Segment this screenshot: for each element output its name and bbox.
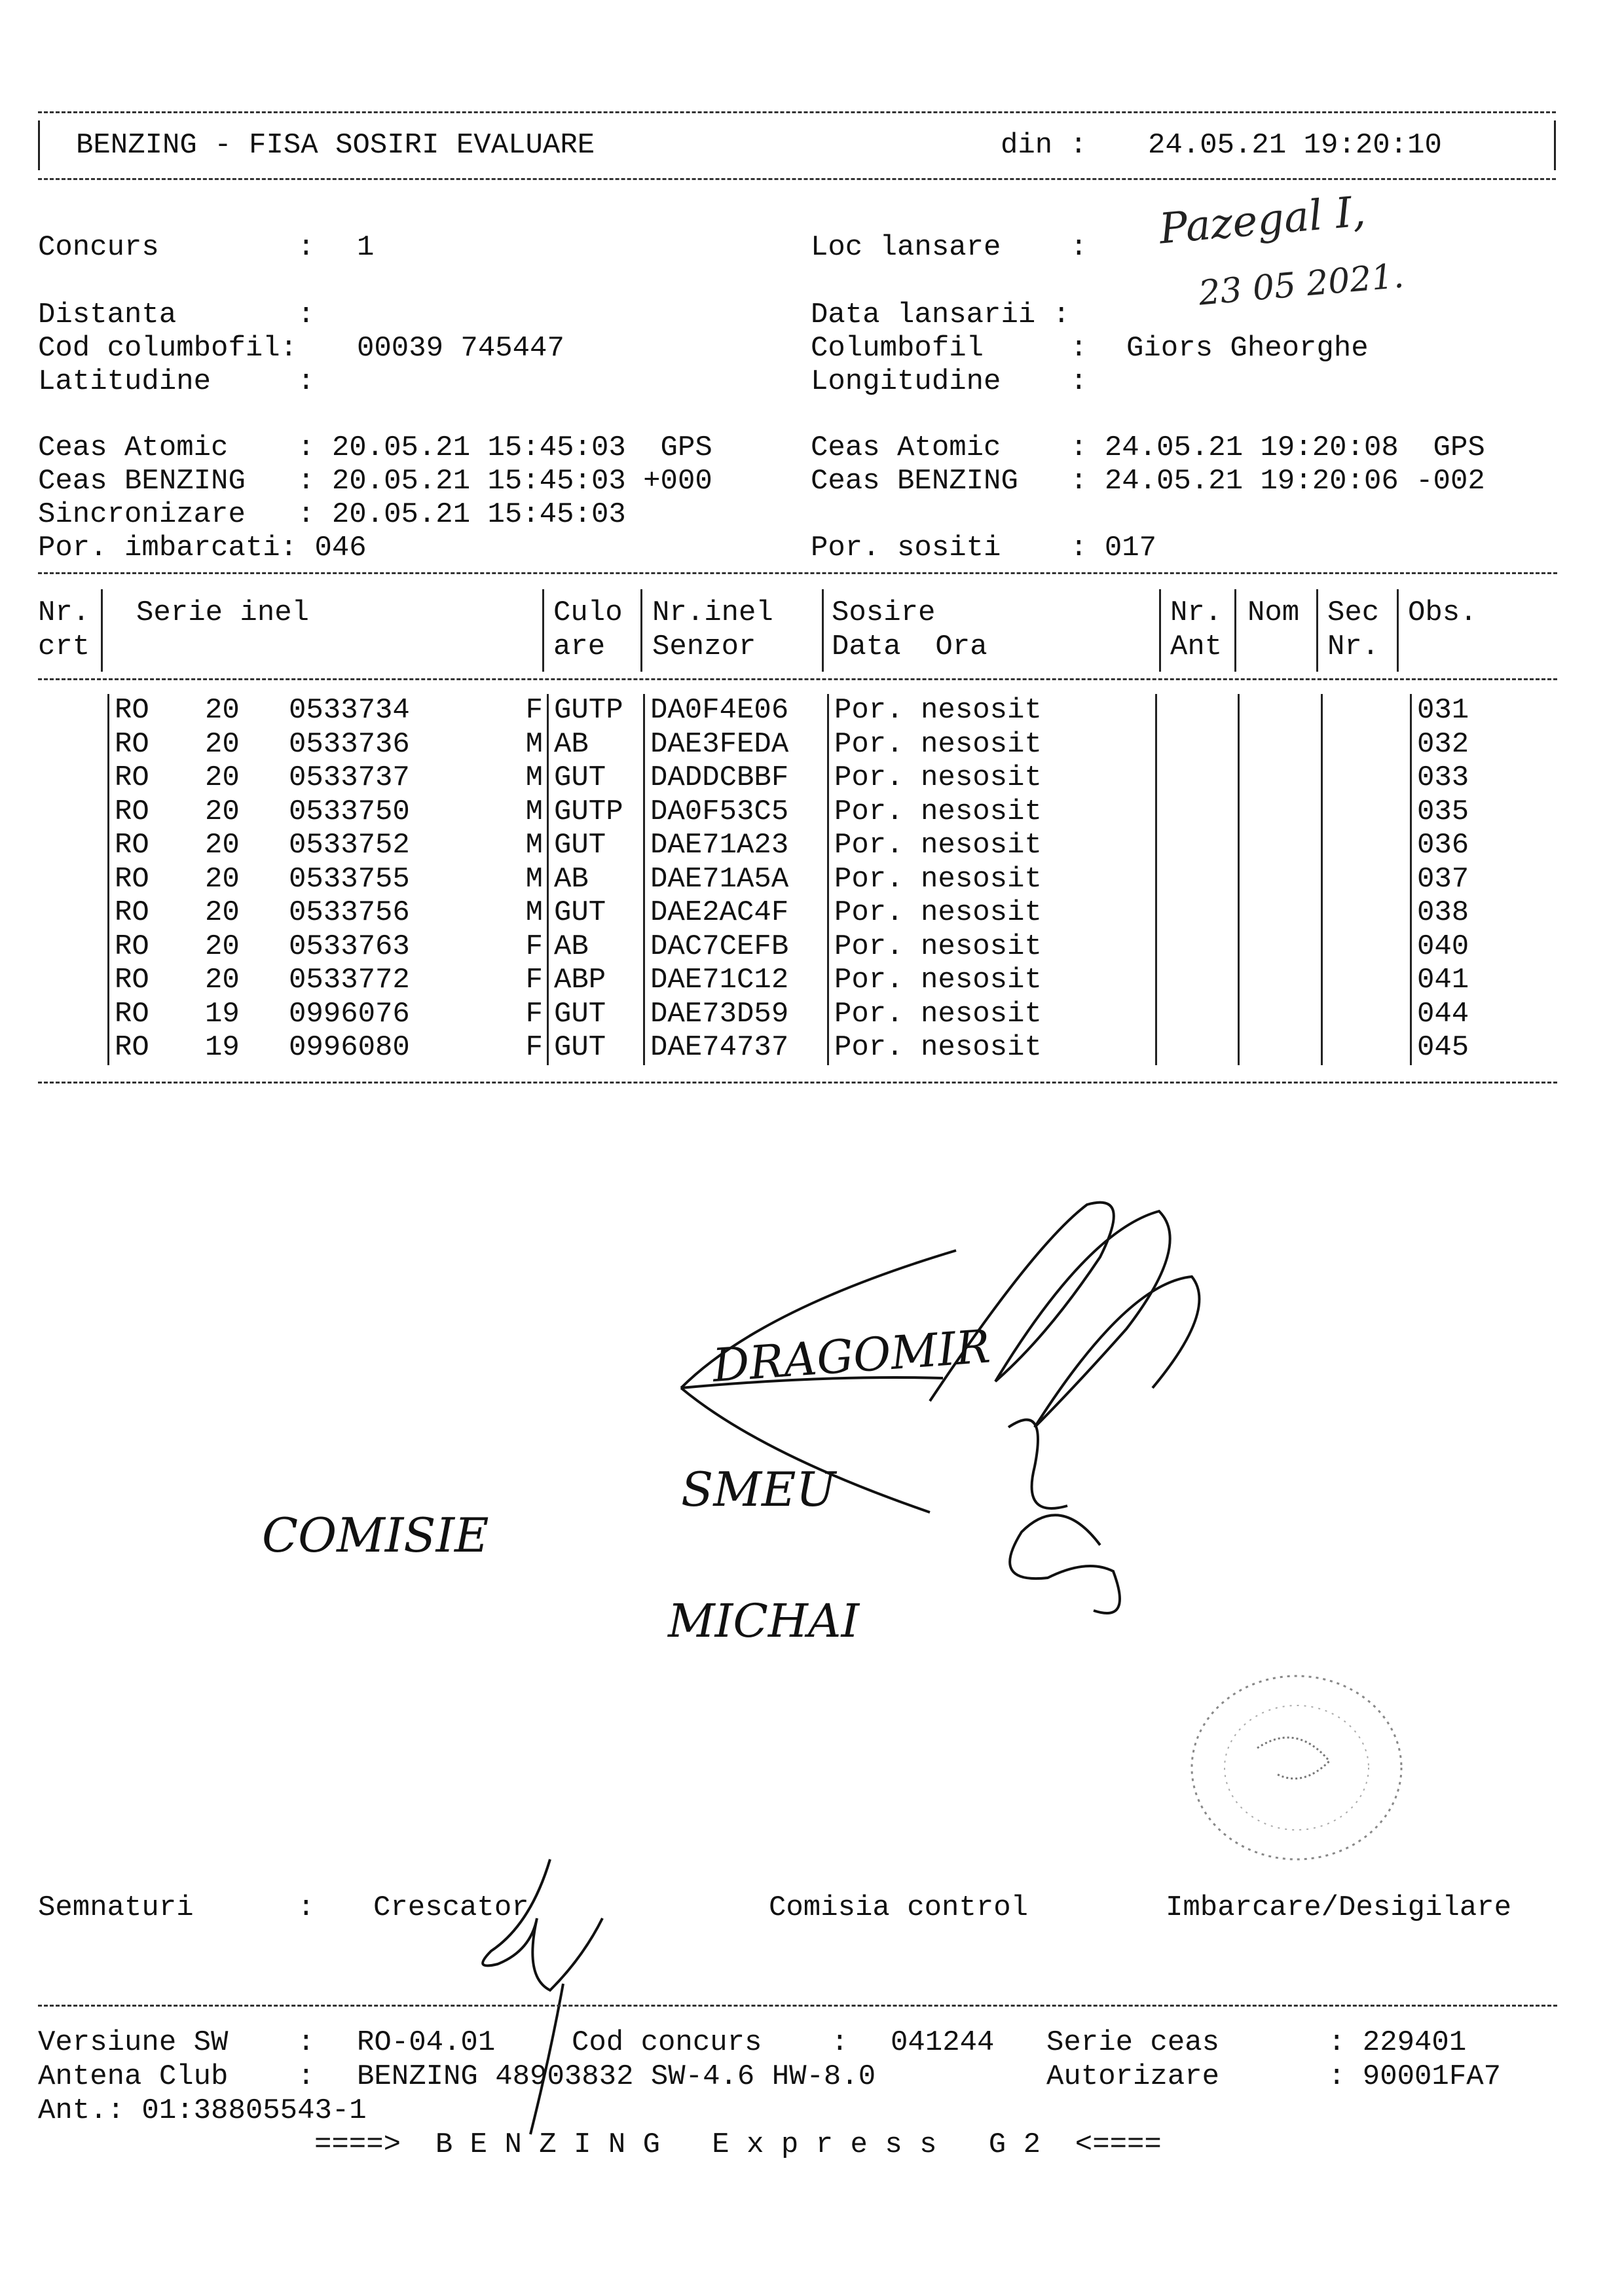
- cell-empty: [38, 998, 109, 1032]
- cell-empty: [1156, 998, 1239, 1032]
- loc-lansare-label: Loc lansare :: [811, 231, 1088, 264]
- cell-arrival-status: Por. nesosit: [828, 930, 1156, 964]
- col-sep: [1316, 589, 1318, 672]
- cell-empty: [38, 694, 109, 728]
- header-bottom-border: [38, 178, 1556, 180]
- cell-empty: [1156, 728, 1239, 762]
- col-sep: [1234, 589, 1236, 672]
- header-box: [38, 111, 1556, 180]
- cell-ring-year: 20: [205, 694, 240, 727]
- cell-ring-number: 0533737: [289, 761, 410, 795]
- table-row: [38, 896, 1561, 930]
- cell-ring-country: RO: [109, 795, 200, 829]
- cell-sensor-id: DA0F4E06: [644, 694, 828, 728]
- col-header-crt: crt: [38, 630, 90, 663]
- cell-empty: [1239, 964, 1322, 998]
- ant-line: Ant.: 01:38805543-1: [38, 2094, 367, 2127]
- cell-empty: [1239, 1031, 1322, 1065]
- cell-empty: [1239, 896, 1322, 930]
- cell-color: GUT: [548, 1031, 644, 1065]
- commission-handwriting-svg: [262, 1165, 1310, 1755]
- cell-sensor-id: DAE73D59: [644, 998, 828, 1032]
- cell-obs: 037: [1411, 863, 1562, 897]
- cell-obs: 041: [1411, 964, 1562, 998]
- longitudine-label: Longitudine :: [811, 365, 1088, 398]
- table-row: [38, 998, 1561, 1032]
- table-row: [38, 761, 1561, 795]
- table-row: [38, 1031, 1561, 1065]
- col-header-culoare-1: Culo: [553, 596, 623, 629]
- col-header-data-ora: Data Ora: [832, 630, 987, 663]
- table-row: [38, 728, 1561, 762]
- cell-obs: 040: [1411, 930, 1562, 964]
- col-sep: [640, 589, 642, 672]
- cell-ring-year: 19: [205, 997, 240, 1030]
- col-header-nom: Nom: [1247, 596, 1300, 629]
- header-top-border: [38, 111, 1556, 113]
- cod-columbofil-label: Cod columbofil:: [38, 332, 298, 365]
- cell-empty: [1322, 1031, 1411, 1065]
- arrivals-table: [38, 694, 1561, 1065]
- cell-ring-country: RO: [109, 863, 200, 897]
- cell-ring-country: RO: [109, 1031, 200, 1065]
- cell-sex: M: [525, 862, 543, 896]
- cell-color: GUTP: [548, 795, 644, 829]
- cell-ring-country: RO: [109, 694, 200, 728]
- stamp-seal: [1179, 1663, 1414, 1872]
- cell-sex: F: [525, 930, 543, 963]
- cell-ring-country: RO: [109, 829, 200, 863]
- table-top-border: [38, 572, 1557, 574]
- cell-ring-country: RO: [109, 998, 200, 1032]
- col-header-nr: Nr.: [38, 596, 90, 629]
- col-header-sec-nr: Nr.: [1327, 630, 1380, 663]
- cell-empty: [38, 1031, 109, 1065]
- cell-ring-country: RO: [109, 728, 200, 762]
- cell-color: AB: [548, 930, 644, 964]
- cell-obs: 033: [1411, 761, 1562, 795]
- comisia-control-label: Comisia control: [769, 1891, 1029, 1924]
- col-header-serie-inel: Serie inel: [136, 596, 310, 629]
- cell-color: AB: [548, 728, 644, 762]
- col-sep: [1159, 589, 1161, 672]
- cell-empty: [1239, 930, 1322, 964]
- crescator-label: Crescator: [373, 1891, 529, 1924]
- ceas-atomic-end: Ceas Atomic : 24.05.21 19:20:08 GPS: [811, 431, 1485, 464]
- cell-empty: [1156, 694, 1239, 728]
- cell-empty: [38, 761, 109, 795]
- cell-empty: [1239, 728, 1322, 762]
- cell-empty: [1156, 863, 1239, 897]
- cell-sensor-id: DAE71A23: [644, 829, 828, 863]
- cell-empty: [1156, 1031, 1239, 1065]
- cell-color: GUTP: [548, 694, 644, 728]
- distanta-label: Distanta :: [38, 299, 315, 331]
- cell-ring-year: 20: [205, 795, 240, 828]
- cell-arrival-status: Por. nesosit: [828, 998, 1156, 1032]
- cell-obs: 031: [1411, 694, 1562, 728]
- cell-empty: [1239, 694, 1322, 728]
- comisie-text: COMISIE: [262, 1508, 489, 1563]
- table-row: [38, 795, 1561, 829]
- cell-empty: [1156, 930, 1239, 964]
- autorizare-value: : 90001FA7: [1328, 2060, 1502, 2093]
- cell-color: ABP: [548, 964, 644, 998]
- cell-ring-number: 0533756: [289, 896, 410, 930]
- col-sep: [101, 589, 103, 672]
- cell-empty: [1322, 728, 1411, 762]
- col-header-ant: Ant: [1170, 630, 1223, 663]
- cell-arrival-status: Por. nesosit: [828, 829, 1156, 863]
- cell-sensor-id: DAE2AC4F: [644, 896, 828, 930]
- cell-sex: M: [525, 896, 543, 930]
- commission-name-1: DRAGOMIR: [710, 1319, 992, 1393]
- cell-ring-number: 0533736: [289, 727, 410, 761]
- document-title: BENZING - FISA SOSIRI EVALUARE: [76, 129, 595, 162]
- cell-arrival-status: Por. nesosit: [828, 964, 1156, 998]
- cell-empty: [38, 728, 109, 762]
- semnaturi-label: Semnaturi :: [38, 1891, 315, 1924]
- cell-ring-year: 20: [205, 964, 240, 997]
- cell-arrival-status: Por. nesosit: [828, 863, 1156, 897]
- ceas-atomic-start: Ceas Atomic : 20.05.21 15:45:03 GPS: [38, 431, 712, 464]
- cell-arrival-status: Por. nesosit: [828, 761, 1156, 795]
- columbofil-value: Giors Gheorghe: [1126, 332, 1369, 365]
- col-sep: [822, 589, 824, 672]
- cell-empty: [1239, 795, 1322, 829]
- table-row: [38, 694, 1561, 728]
- cell-sensor-id: DAC7CEFB: [644, 930, 828, 964]
- report-datetime: 24.05.21 19:20:10: [1148, 129, 1442, 162]
- col-header-culoare-2: are: [553, 630, 606, 663]
- ceas-benzing-end: Ceas BENZING : 24.05.21 19:20:06 -002: [811, 465, 1485, 498]
- cell-empty: [1239, 829, 1322, 863]
- cell-empty: [1239, 863, 1322, 897]
- cell-ring-number: 0533750: [289, 795, 410, 828]
- launch-date-handwritten: 23 05 2021.: [1196, 256, 1406, 314]
- cell-empty: [1322, 896, 1411, 930]
- cell-empty: [1322, 964, 1411, 998]
- cell-sensor-id: DA0F53C5: [644, 795, 828, 829]
- loc-lansare-handwritten: Pazegal I,: [1157, 187, 1368, 254]
- cell-color: GUT: [548, 998, 644, 1032]
- cell-sex: F: [525, 964, 543, 997]
- cod-concurs-value: 041244: [891, 2026, 995, 2059]
- serie-ceas-value: : 229401: [1328, 2026, 1467, 2059]
- concurs-value: 1: [357, 231, 375, 264]
- cell-color: GUT: [548, 829, 644, 863]
- cell-empty: [38, 863, 109, 897]
- data-lansarii-label: Data lansarii :: [811, 299, 1071, 331]
- cell-ring-year: 20: [205, 727, 240, 761]
- signature-scribble: [1008, 1420, 1067, 1508]
- cell-sensor-id: DAE71C12: [644, 964, 828, 998]
- cell-empty: [38, 795, 109, 829]
- cell-empty: [1156, 829, 1239, 863]
- col-header-sosire: Sosire: [832, 596, 936, 629]
- table-row: [38, 930, 1561, 964]
- signature-scribble: [930, 1203, 1199, 1427]
- porumbei-sositi: Por. sositi : 017: [811, 532, 1157, 564]
- latitudine-label: Latitudine :: [38, 365, 315, 398]
- cell-empty: [38, 896, 109, 930]
- cell-empty: [1156, 964, 1239, 998]
- col-sep: [1397, 589, 1399, 672]
- cell-empty: [38, 964, 109, 998]
- cell-empty: [1156, 795, 1239, 829]
- cell-empty: [1156, 896, 1239, 930]
- cell-empty: [1322, 795, 1411, 829]
- table-row: [38, 863, 1561, 897]
- autorizare-label: Autorizare: [1046, 2060, 1220, 2093]
- cell-ring-country: RO: [109, 964, 200, 998]
- cell-empty: [1156, 761, 1239, 795]
- cell-empty: [38, 930, 109, 964]
- cell-sensor-id: DAE74737: [644, 1031, 828, 1065]
- signature-scribble: [1010, 1515, 1120, 1613]
- cell-arrival-status: Por. nesosit: [828, 896, 1156, 930]
- cell-sex: F: [525, 694, 543, 727]
- imbarcare-label: Imbarcare/Desigilare: [1166, 1891, 1512, 1924]
- cell-sensor-id: DADDCBBF: [644, 761, 828, 795]
- cell-empty: [1322, 930, 1411, 964]
- cell-ring-number: 0533772: [289, 964, 410, 997]
- cell-ring-number: 0533752: [289, 829, 410, 862]
- col-header-sec: Sec: [1327, 596, 1380, 629]
- cell-empty: [1322, 694, 1411, 728]
- cell-ring-year: 20: [205, 930, 240, 963]
- col-header-nr-inel: Nr.inel: [652, 596, 773, 629]
- cod-columbofil-value: 00039 745447: [357, 332, 564, 365]
- header-left-border: [38, 120, 40, 170]
- benzing-banner: ====> B E N Z I N G E x p r e s s G 2 <====: [314, 2128, 1162, 2161]
- cell-ring-year: 19: [205, 1031, 240, 1065]
- cell-obs: 035: [1411, 795, 1562, 829]
- cell-obs: 045: [1411, 1031, 1562, 1065]
- header-right-border: [1554, 120, 1556, 170]
- din-label: din :: [1001, 129, 1088, 162]
- cell-obs: 036: [1411, 829, 1562, 863]
- cell-color: AB: [548, 863, 644, 897]
- versiune-sw-value: RO-04.01: [357, 2026, 496, 2059]
- table-row: [38, 964, 1561, 998]
- cell-sensor-id: DAE3FEDA: [644, 728, 828, 762]
- cell-empty: [1239, 761, 1322, 795]
- table-row: [38, 829, 1561, 863]
- columbofil-label: Columbofil :: [811, 332, 1088, 365]
- cell-ring-country: RO: [109, 896, 200, 930]
- cell-empty: [38, 829, 109, 863]
- cell-empty: [1239, 998, 1322, 1032]
- cell-sex: M: [525, 761, 543, 795]
- sincronizare: Sincronizare : 20.05.21 15:45:03: [38, 498, 626, 531]
- antena-club-label: Antena Club :: [38, 2060, 315, 2093]
- cell-ring-year: 20: [205, 862, 240, 896]
- cell-empty: [1322, 761, 1411, 795]
- antena-club-value: BENZING 48903832 SW-4.6 HW-8.0: [357, 2060, 876, 2093]
- cell-empty: [1322, 863, 1411, 897]
- footer-separator: [38, 2005, 1557, 2007]
- col-header-senzor: Senzor: [652, 630, 756, 663]
- cell-arrival-status: Por. nesosit: [828, 1031, 1156, 1065]
- cell-ring-country: RO: [109, 930, 200, 964]
- table-bottom-border: [38, 1082, 1557, 1084]
- cell-empty: [1322, 998, 1411, 1032]
- col-sep: [542, 589, 544, 672]
- cod-concurs-label: Cod concurs :: [572, 2026, 849, 2059]
- col-header-obs: Obs.: [1408, 596, 1477, 629]
- cell-sex: F: [525, 997, 543, 1030]
- cell-ring-year: 20: [205, 896, 240, 930]
- breeder-signature: [452, 1846, 622, 2147]
- commission-name-3: MICHAI: [668, 1594, 860, 1648]
- cell-arrival-status: Por. nesosit: [828, 694, 1156, 728]
- cell-sex: F: [525, 1031, 543, 1065]
- cell-obs: 032: [1411, 728, 1562, 762]
- concurs-label: Concurs :: [38, 231, 315, 264]
- cell-ring-number: 0996076: [289, 997, 410, 1030]
- cell-ring-country: RO: [109, 761, 200, 795]
- cell-obs: 038: [1411, 896, 1562, 930]
- cell-color: GUT: [548, 761, 644, 795]
- arrivals-table-body: [38, 694, 1561, 1065]
- cell-ring-number: 0533734: [289, 694, 410, 727]
- cell-empty: [1322, 829, 1411, 863]
- cell-sex: M: [525, 795, 543, 828]
- cell-ring-number: 0533755: [289, 862, 410, 896]
- cell-arrival-status: Por. nesosit: [828, 795, 1156, 829]
- cell-sensor-id: DAE71A5A: [644, 863, 828, 897]
- ceas-benzing-start: Ceas BENZING : 20.05.21 15:45:03 +000: [38, 465, 712, 498]
- versiune-sw-label: Versiune SW :: [38, 2026, 315, 2059]
- cell-obs: 044: [1411, 998, 1562, 1032]
- cell-sex: M: [525, 829, 543, 862]
- commission-name-2: SMEU: [681, 1462, 836, 1517]
- cell-ring-year: 20: [205, 761, 240, 795]
- cell-arrival-status: Por. nesosit: [828, 728, 1156, 762]
- cell-ring-number: 0996080: [289, 1031, 410, 1065]
- cell-color: GUT: [548, 896, 644, 930]
- col-header-nr-ant: Nr.: [1170, 596, 1223, 629]
- cell-ring-year: 20: [205, 829, 240, 862]
- cell-ring-number: 0533763: [289, 930, 410, 963]
- serie-ceas-label: Serie ceas: [1046, 2026, 1220, 2059]
- table-header-separator: [38, 678, 1557, 680]
- porumbei-imbarcati: Por. imbarcati: 046: [38, 532, 367, 564]
- cell-sex: M: [525, 727, 543, 761]
